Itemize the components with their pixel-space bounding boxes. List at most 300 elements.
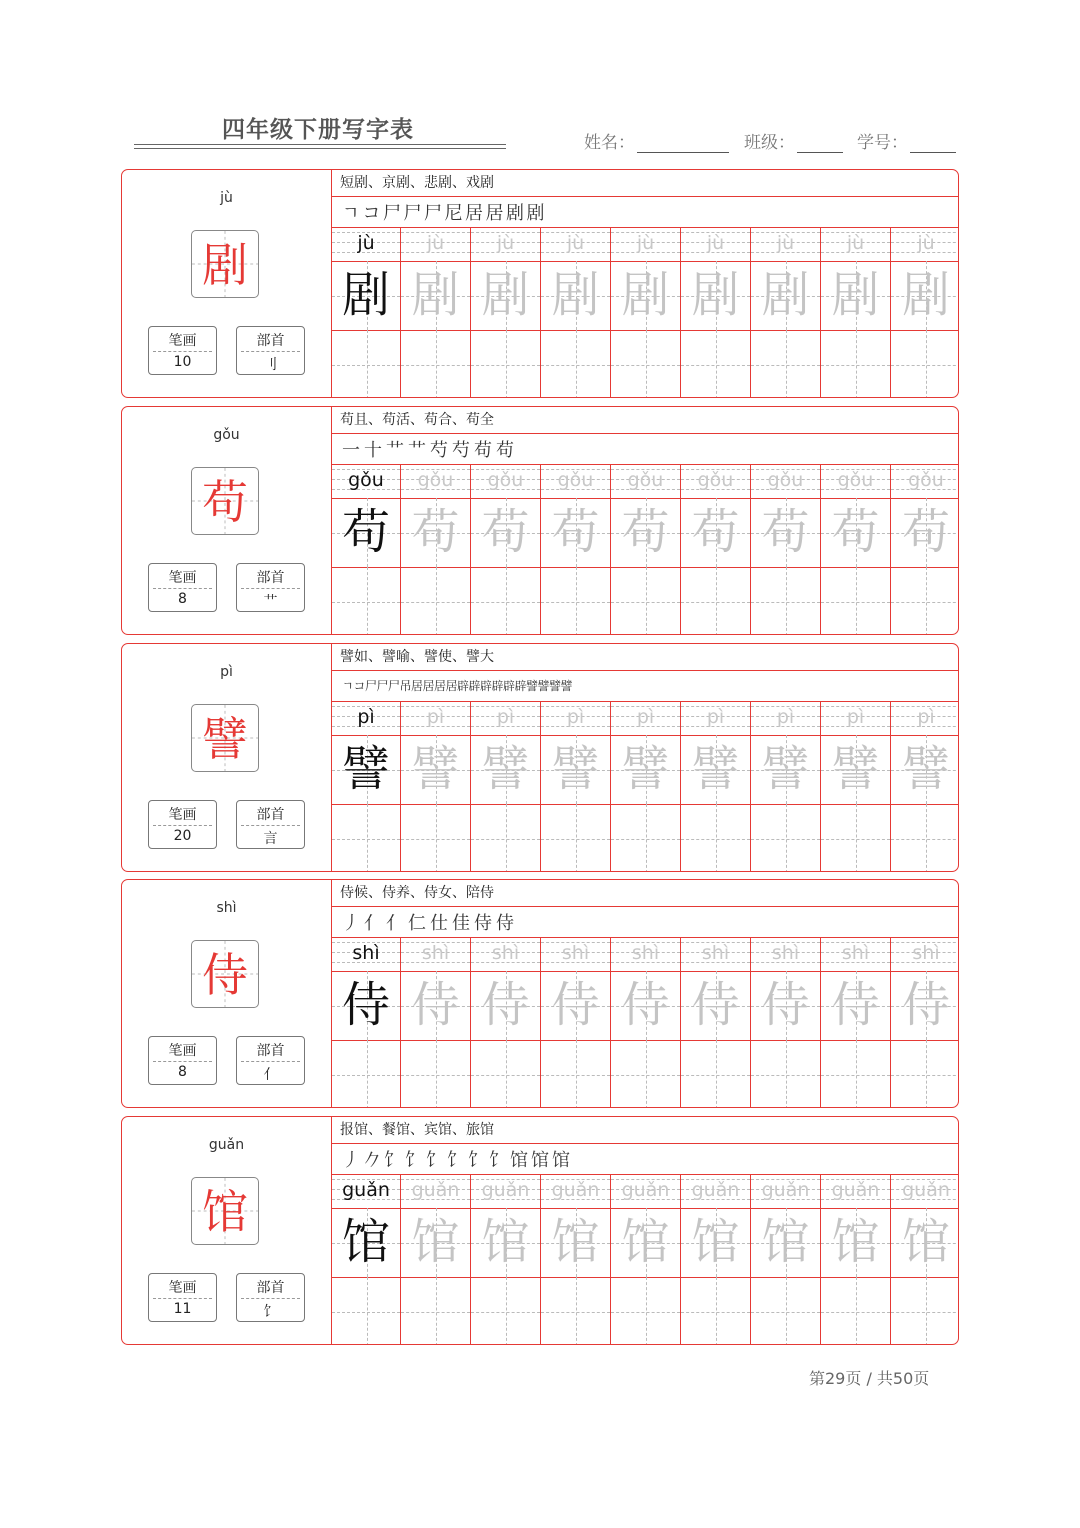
blank-cell[interactable] bbox=[471, 1277, 541, 1345]
blank-cell[interactable] bbox=[751, 567, 821, 635]
guide-line bbox=[926, 330, 927, 398]
pinyin-cell bbox=[891, 1174, 959, 1208]
pinyin-trace: jù bbox=[917, 232, 935, 254]
character-cell bbox=[611, 1208, 681, 1277]
blank-cell[interactable] bbox=[332, 1277, 401, 1345]
character-cell bbox=[681, 971, 751, 1040]
radical-box bbox=[236, 800, 305, 849]
blank-cell[interactable] bbox=[891, 567, 959, 635]
character-row bbox=[332, 498, 958, 568]
character-trace: 馆 bbox=[481, 1214, 530, 1270]
character-large: 譬 bbox=[202, 712, 248, 766]
stroke-step: 居 bbox=[434, 679, 447, 693]
id-blank[interactable] bbox=[910, 152, 956, 153]
blank-cell[interactable] bbox=[332, 1040, 401, 1108]
stroke-order-row bbox=[332, 433, 958, 465]
pinyin-cell bbox=[471, 937, 541, 971]
pinyin-trace: shì bbox=[841, 942, 870, 964]
divider bbox=[153, 588, 212, 589]
pinyin-trace: gǒu bbox=[627, 469, 664, 491]
character-cell bbox=[541, 971, 611, 1040]
practice-area bbox=[332, 644, 958, 871]
character-model: 苟 bbox=[341, 504, 390, 560]
character-cell bbox=[891, 1208, 959, 1277]
pinyin-cell bbox=[821, 464, 891, 498]
character-card bbox=[121, 406, 959, 635]
practice-area bbox=[332, 170, 958, 397]
guide-line bbox=[576, 1040, 577, 1108]
blank-cell[interactable] bbox=[751, 330, 821, 398]
stroke-step: 辟 bbox=[503, 679, 516, 693]
pinyin-trace: jù bbox=[496, 232, 515, 254]
character-trace: 譬 bbox=[691, 741, 740, 797]
pinyin-cell bbox=[611, 701, 681, 735]
radical-box bbox=[236, 563, 305, 612]
character-cell bbox=[891, 498, 959, 567]
character-display-box bbox=[191, 467, 259, 535]
guide-line bbox=[506, 567, 507, 635]
character-cell bbox=[471, 971, 541, 1040]
character-model: 剧 bbox=[341, 267, 390, 323]
practice-area bbox=[332, 1117, 958, 1344]
stroke-step: 譬 bbox=[537, 679, 550, 693]
character-cell bbox=[751, 261, 821, 330]
character-trace: 剧 bbox=[691, 267, 740, 323]
name-blank[interactable] bbox=[637, 152, 729, 153]
character-cell bbox=[611, 261, 681, 330]
blank-row bbox=[332, 804, 958, 872]
stroke-step: 尼 bbox=[444, 203, 463, 224]
pinyin-cell bbox=[891, 227, 959, 261]
character-trace: 苟 bbox=[411, 504, 460, 560]
blank-cell[interactable] bbox=[471, 1040, 541, 1108]
pinyin-trace: guǎn bbox=[902, 1179, 950, 1201]
example-words: 短剧、京剧、悲剧、戏剧 bbox=[332, 170, 958, 197]
blank-cell[interactable] bbox=[681, 804, 751, 872]
stroke-count-box bbox=[148, 1273, 217, 1322]
character-cell bbox=[332, 261, 401, 330]
example-words: 侍候、侍养、侍女、陪侍 bbox=[332, 880, 958, 907]
pinyin-cell bbox=[821, 1174, 891, 1208]
radical-value: 刂 bbox=[263, 357, 278, 373]
pinyin-trace: jù bbox=[426, 232, 445, 254]
blank-cell[interactable] bbox=[821, 1040, 891, 1108]
divider bbox=[153, 1298, 212, 1299]
blank-cell[interactable] bbox=[541, 330, 611, 398]
pinyin-cell bbox=[332, 937, 401, 971]
character-trace: 譬 bbox=[831, 741, 880, 797]
guide-line bbox=[856, 330, 857, 398]
blank-cell[interactable] bbox=[681, 1277, 751, 1345]
pinyin-model: pì bbox=[357, 706, 375, 728]
character-cell bbox=[891, 735, 959, 804]
character-display-box bbox=[191, 704, 259, 772]
guide-line bbox=[576, 804, 577, 872]
blank-cell[interactable] bbox=[751, 1040, 821, 1108]
pinyin-trace: guǎn bbox=[761, 1179, 810, 1201]
character-trace: 苟 bbox=[901, 504, 950, 560]
character-info-panel bbox=[122, 644, 332, 871]
blank-cell[interactable] bbox=[541, 1040, 611, 1108]
pinyin-cell bbox=[681, 701, 751, 735]
character-cell bbox=[541, 261, 611, 330]
character-trace: 馆 bbox=[831, 1214, 880, 1270]
character-trace: 苟 bbox=[481, 504, 530, 560]
writing-grid bbox=[332, 937, 958, 1107]
practice-area bbox=[332, 880, 958, 1107]
blank-cell[interactable] bbox=[681, 1040, 751, 1108]
guide-line bbox=[891, 839, 959, 840]
guide-line bbox=[716, 804, 717, 872]
blank-cell[interactable] bbox=[471, 567, 541, 635]
character-card bbox=[121, 169, 959, 398]
strokes-label: 笔画 bbox=[168, 1043, 197, 1059]
pinyin-cell bbox=[401, 464, 471, 498]
blank-cell[interactable] bbox=[751, 1277, 821, 1345]
character-pinyin: shì bbox=[216, 900, 237, 916]
guide-line bbox=[506, 1040, 507, 1108]
blank-cell[interactable] bbox=[891, 804, 959, 872]
pinyin-trace: jù bbox=[636, 232, 655, 254]
guide-line bbox=[856, 1040, 857, 1108]
stroke-step: 辟 bbox=[480, 679, 493, 693]
blank-cell[interactable] bbox=[891, 1040, 959, 1108]
radical-box bbox=[236, 326, 305, 375]
character-info-panel bbox=[122, 1117, 332, 1344]
guide-line bbox=[891, 1312, 959, 1313]
stroke-step: 饣 bbox=[426, 1150, 444, 1171]
character-cell bbox=[541, 1208, 611, 1277]
stroke-step: 辟 bbox=[468, 679, 481, 693]
blank-cell[interactable] bbox=[611, 330, 681, 398]
pinyin-row bbox=[332, 227, 958, 262]
class-blank[interactable] bbox=[797, 152, 843, 153]
blank-cell[interactable] bbox=[401, 1040, 471, 1108]
character-cell bbox=[891, 971, 959, 1040]
blank-cell[interactable] bbox=[681, 567, 751, 635]
blank-cell[interactable] bbox=[611, 804, 681, 872]
pinyin-trace: shì bbox=[912, 942, 940, 964]
blank-cell[interactable] bbox=[891, 1277, 959, 1345]
blank-cell[interactable] bbox=[541, 567, 611, 635]
guide-line bbox=[786, 1040, 787, 1108]
blank-cell[interactable] bbox=[471, 804, 541, 872]
stroke-step: 亻 bbox=[364, 913, 382, 934]
guide-line bbox=[926, 1040, 927, 1108]
blank-cell[interactable] bbox=[332, 330, 401, 398]
divider bbox=[241, 1061, 300, 1062]
character-cell bbox=[751, 498, 821, 567]
guide-line bbox=[367, 567, 368, 635]
stroke-count-box bbox=[148, 800, 217, 849]
pinyin-cell bbox=[401, 227, 471, 261]
stroke-step: 苟 bbox=[474, 440, 492, 461]
stroke-step: コ bbox=[362, 203, 381, 224]
guide-line bbox=[716, 1277, 717, 1345]
character-trace: 侍 bbox=[411, 977, 460, 1033]
stroke-order-row bbox=[332, 670, 958, 702]
pinyin-trace: gǒu bbox=[557, 469, 594, 491]
blank-cell[interactable] bbox=[681, 330, 751, 398]
pinyin-cell bbox=[611, 227, 681, 261]
character-cell bbox=[681, 735, 751, 804]
character-cell bbox=[821, 735, 891, 804]
character-trace: 剧 bbox=[901, 267, 950, 323]
character-trace: 譬 bbox=[551, 741, 600, 797]
writing-grid bbox=[332, 1174, 958, 1344]
character-row bbox=[332, 971, 958, 1041]
guide-line bbox=[367, 330, 368, 398]
guide-line bbox=[576, 567, 577, 635]
pinyin-trace: gǒu bbox=[767, 469, 804, 491]
pinyin-trace: pì bbox=[706, 706, 725, 728]
divider bbox=[153, 1061, 212, 1062]
pinyin-trace: guǎn bbox=[691, 1179, 740, 1201]
pinyin-cell bbox=[332, 464, 401, 498]
stroke-step: コ bbox=[353, 679, 366, 693]
stroke-step: 尸 bbox=[388, 679, 401, 693]
stroke-step: 饣 bbox=[468, 1150, 486, 1171]
guide-line bbox=[891, 602, 959, 603]
stroke-step: 剧 bbox=[526, 203, 545, 224]
radical-label: 部首 bbox=[256, 807, 285, 823]
blank-row bbox=[332, 1277, 958, 1345]
divider bbox=[241, 825, 300, 826]
stroke-step: 尸 bbox=[424, 203, 442, 224]
stroke-count-box bbox=[148, 1036, 217, 1085]
character-trace: 譬 bbox=[901, 741, 950, 797]
blank-cell[interactable] bbox=[611, 567, 681, 635]
pinyin-cell bbox=[891, 701, 959, 735]
character-trace: 苟 bbox=[831, 504, 880, 560]
guide-line bbox=[646, 1040, 647, 1108]
blank-cell[interactable] bbox=[401, 330, 471, 398]
pinyin-trace: gǒu bbox=[487, 469, 524, 491]
pinyin-trace: guǎn bbox=[411, 1179, 460, 1201]
pinyin-trace: pì bbox=[426, 706, 445, 728]
blank-cell[interactable] bbox=[891, 330, 959, 398]
strokes-value: 8 bbox=[178, 1064, 187, 1080]
character-row bbox=[332, 261, 958, 331]
stroke-step: 居 bbox=[485, 203, 504, 224]
guide-line bbox=[786, 1277, 787, 1345]
character-info-panel bbox=[122, 407, 332, 634]
example-words: 譬如、譬喻、譬使、譬大 bbox=[332, 644, 958, 671]
character-trace: 侍 bbox=[761, 977, 810, 1033]
character-pinyin: jù bbox=[220, 190, 233, 206]
blank-cell[interactable] bbox=[821, 567, 891, 635]
stroke-step: 馆 bbox=[552, 1150, 570, 1171]
pinyin-cell bbox=[541, 701, 611, 735]
character-large: 剧 bbox=[202, 238, 248, 292]
blank-cell[interactable] bbox=[471, 330, 541, 398]
strokes-value: 8 bbox=[178, 591, 187, 607]
character-pinyin: pì bbox=[220, 664, 233, 680]
character-trace: 譬 bbox=[481, 741, 530, 797]
pinyin-cell bbox=[751, 227, 821, 261]
stroke-step: 饣 bbox=[384, 1150, 402, 1171]
guide-line bbox=[436, 330, 437, 398]
blank-cell[interactable] bbox=[611, 1040, 681, 1108]
character-cell bbox=[681, 498, 751, 567]
strokes-label: 笔画 bbox=[168, 807, 197, 823]
character-trace: 苟 bbox=[621, 504, 670, 560]
blank-cell[interactable] bbox=[821, 330, 891, 398]
character-cell bbox=[611, 971, 681, 1040]
stroke-step: 吊 bbox=[399, 679, 412, 693]
pinyin-cell bbox=[401, 701, 471, 735]
radical-box bbox=[236, 1036, 305, 1085]
stroke-step: 尸 bbox=[383, 203, 401, 224]
pinyin-trace: shì bbox=[421, 942, 450, 964]
pinyin-trace: shì bbox=[561, 942, 590, 964]
character-trace: 侍 bbox=[551, 977, 600, 1033]
stroke-step: 居 bbox=[445, 679, 458, 693]
character-trace: 馆 bbox=[761, 1214, 810, 1270]
character-trace: 剧 bbox=[551, 267, 600, 323]
stroke-step: 仁 bbox=[408, 913, 426, 934]
strokes-value: 10 bbox=[173, 354, 192, 370]
blank-cell[interactable] bbox=[821, 804, 891, 872]
character-trace: 侍 bbox=[691, 977, 740, 1033]
stroke-step: 辟 bbox=[457, 679, 470, 693]
stroke-step: 居 bbox=[411, 679, 424, 693]
page-number: 第29页 / 共50页 bbox=[809, 1369, 930, 1388]
stroke-step: 居 bbox=[465, 203, 483, 224]
guide-line bbox=[646, 330, 647, 398]
guide-line bbox=[926, 1277, 927, 1345]
pinyin-cell bbox=[541, 464, 611, 498]
pinyin-model: gǒu bbox=[348, 469, 384, 491]
character-cell bbox=[821, 261, 891, 330]
divider bbox=[241, 1298, 300, 1299]
stroke-step: 芍 bbox=[430, 440, 448, 461]
guide-line bbox=[367, 1040, 368, 1108]
pinyin-cell bbox=[821, 227, 891, 261]
character-trace: 譬 bbox=[411, 741, 460, 797]
pinyin-cell bbox=[681, 937, 751, 971]
character-row bbox=[332, 1208, 958, 1278]
blank-cell[interactable] bbox=[401, 1277, 471, 1345]
pinyin-cell bbox=[541, 227, 611, 261]
pinyin-trace: shì bbox=[631, 942, 660, 964]
stroke-step: 侍 bbox=[474, 913, 492, 934]
stroke-step: 辟 bbox=[491, 679, 504, 693]
pinyin-row bbox=[332, 701, 958, 736]
pinyin-row bbox=[332, 1174, 958, 1209]
guide-line bbox=[786, 330, 787, 398]
strokes-value: 20 bbox=[173, 828, 192, 844]
pinyin-cell bbox=[821, 701, 891, 735]
stroke-order-row bbox=[332, 1143, 958, 1175]
pinyin-trace: guǎn bbox=[481, 1179, 530, 1201]
stroke-step: 剧 bbox=[506, 203, 524, 224]
practice-area bbox=[332, 407, 958, 634]
pinyin-cell bbox=[751, 1174, 821, 1208]
blank-cell[interactable] bbox=[541, 1277, 611, 1345]
stroke-step: 饣 bbox=[489, 1150, 507, 1171]
character-cell bbox=[681, 1208, 751, 1277]
character-model: 侍 bbox=[341, 977, 390, 1033]
pinyin-cell bbox=[891, 937, 959, 971]
stroke-step: 譬 bbox=[560, 679, 573, 693]
pinyin-cell bbox=[332, 1174, 401, 1208]
stroke-order-row bbox=[332, 196, 958, 228]
blank-cell[interactable] bbox=[401, 567, 471, 635]
pinyin-trace: shì bbox=[771, 942, 800, 964]
blank-cell[interactable] bbox=[611, 1277, 681, 1345]
pinyin-cell bbox=[681, 227, 751, 261]
guide-line bbox=[506, 804, 507, 872]
stroke-step: 居 bbox=[422, 679, 435, 693]
character-cell bbox=[332, 1208, 401, 1277]
pinyin-trace: pì bbox=[846, 706, 865, 728]
pinyin-cell bbox=[891, 464, 959, 498]
name-field[interactable] bbox=[584, 128, 729, 153]
pinyin-cell bbox=[611, 464, 681, 498]
radical-value: 言 bbox=[263, 831, 278, 847]
character-trace: 侍 bbox=[481, 977, 530, 1033]
character-trace: 馆 bbox=[691, 1214, 740, 1270]
radical-value: 饣 bbox=[263, 1304, 278, 1320]
character-cell bbox=[401, 971, 471, 1040]
guide-line bbox=[367, 804, 368, 872]
pinyin-cell bbox=[401, 937, 471, 971]
character-cell bbox=[471, 735, 541, 804]
character-cell bbox=[891, 261, 959, 330]
character-cell bbox=[471, 498, 541, 567]
pinyin-model: jù bbox=[357, 232, 375, 254]
stroke-step: 𠂊 bbox=[363, 1150, 381, 1171]
pinyin-trace: gǒu bbox=[837, 469, 874, 491]
pinyin-trace: pì bbox=[566, 706, 585, 728]
blank-cell[interactable] bbox=[751, 804, 821, 872]
pinyin-model: guǎn bbox=[342, 1179, 390, 1201]
stroke-step: 饣 bbox=[447, 1150, 465, 1171]
character-trace: 譬 bbox=[621, 741, 670, 797]
character-trace: 馆 bbox=[411, 1214, 460, 1270]
strokes-label: 笔画 bbox=[168, 1280, 197, 1296]
blank-cell[interactable] bbox=[541, 804, 611, 872]
character-card bbox=[121, 643, 959, 872]
character-cell bbox=[332, 971, 401, 1040]
blank-cell[interactable] bbox=[401, 804, 471, 872]
blank-cell[interactable] bbox=[332, 804, 401, 872]
guide-line bbox=[576, 1277, 577, 1345]
pinyin-trace: shì bbox=[701, 942, 730, 964]
pinyin-cell bbox=[471, 1174, 541, 1208]
pinyin-trace: gǒu bbox=[697, 469, 734, 491]
class-field[interactable] bbox=[744, 128, 843, 153]
character-pinyin: gǒu bbox=[213, 427, 240, 443]
character-info-panel bbox=[122, 880, 332, 1107]
character-trace: 馆 bbox=[621, 1214, 670, 1270]
blank-cell[interactable] bbox=[821, 1277, 891, 1345]
stroke-step: 十 bbox=[364, 440, 382, 461]
id-field[interactable] bbox=[857, 128, 956, 153]
character-trace: 侍 bbox=[621, 977, 670, 1033]
stroke-step: ㄱ bbox=[342, 203, 360, 224]
guide-line bbox=[786, 567, 787, 635]
stroke-step: 芍 bbox=[452, 440, 470, 461]
character-cell bbox=[471, 261, 541, 330]
stroke-step: 馆 bbox=[510, 1150, 528, 1171]
guide-line bbox=[856, 567, 857, 635]
pinyin-cell bbox=[681, 1174, 751, 1208]
pinyin-model: shì bbox=[352, 942, 380, 964]
pinyin-trace: guǎn bbox=[551, 1179, 600, 1201]
blank-cell[interactable] bbox=[332, 567, 401, 635]
